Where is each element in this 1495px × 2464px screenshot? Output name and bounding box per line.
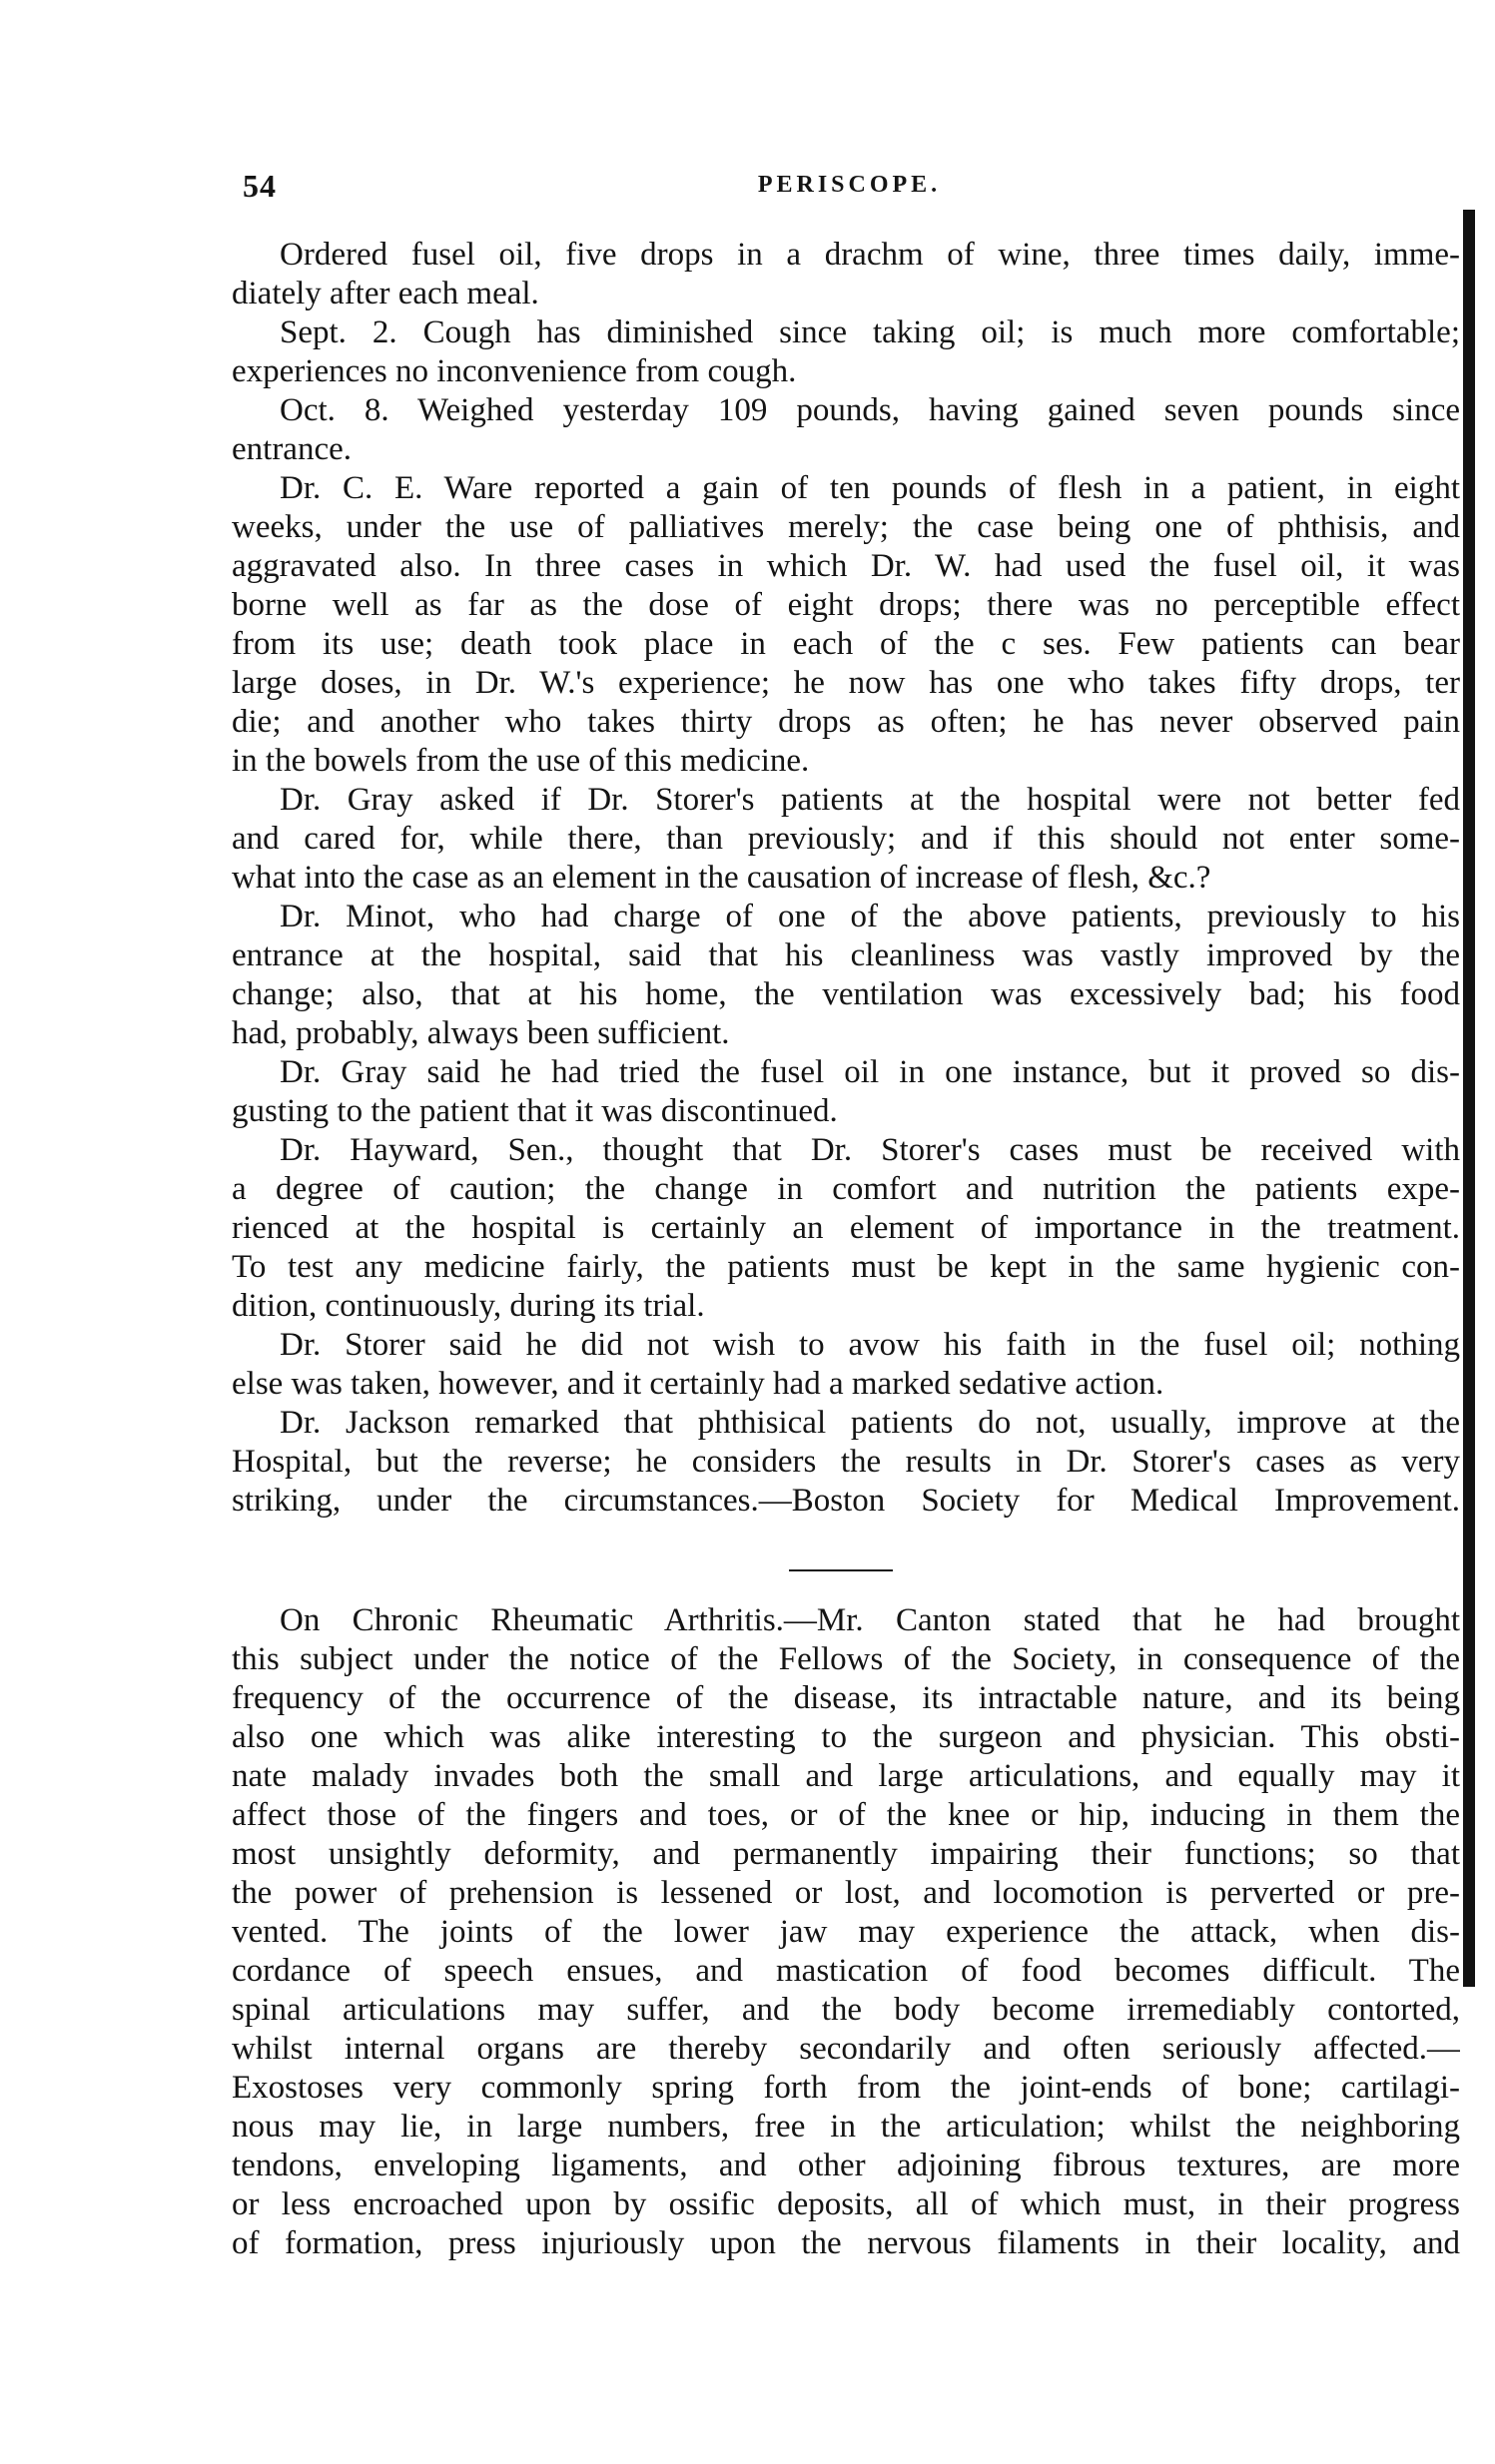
text-line: entrance.: [232, 431, 352, 467]
text-line: Dr. Gray asked if Dr. Storer's patients at the hospital were not better fed: [280, 782, 1460, 818]
section-divider: [789, 1569, 893, 1571]
text-line: large doses, in Dr. W.'s experience; he now has one who takes fifty drops, ter: [232, 665, 1460, 701]
text-line: Dr. C. E. Ware reported a gain of ten pounds of flesh in a patient, in eight: [280, 470, 1460, 506]
text-line: vented. The joints of the lower jaw may experience the attack, when dis-: [232, 1914, 1460, 1950]
text-line: Dr. Storer said he did not wish to avow his faith in the fusel oil; nothing: [280, 1327, 1460, 1363]
text-line: this subject under the notice of the Fellows of the Society, in consequence of the: [232, 1641, 1460, 1677]
text-line: On Chronic Rheumatic Arthritis.—Mr. Canton stated that he had brought: [280, 1602, 1460, 1638]
text-line: To test any medicine fairly, the patients must be kept in the same hygienic con-: [232, 1249, 1460, 1285]
running-head: PERISCOPE.: [757, 172, 942, 198]
text-line: Exostoses very commonly spring forth from the joint-ends of bone; cartilagi-: [232, 2070, 1460, 2106]
text-line: from its use; death took place in each of the c ses. Few patients can bear: [232, 626, 1460, 662]
text-line: nate malady invades both the small and large articulations, and equally may it: [232, 1758, 1460, 1794]
text-line: a degree of caution; the change in comfort and nutrition the patients expe-: [232, 1171, 1460, 1207]
text-line: whilst internal organs are thereby secondarily and often seriously affected.—: [232, 2031, 1460, 2067]
text-line: or less encroached upon by ossific deposits, all of which must, in their progress: [232, 2186, 1460, 2222]
text-line: rienced at the hospital is certainly an element of importance in the treatment.: [232, 1210, 1460, 1246]
text-line: Dr. Gray said he had tried the fusel oil in one instance, but it proved so dis-: [280, 1054, 1460, 1090]
text-line: Dr. Jackson remarked that phthisical patients do not, usually, improve at the: [280, 1405, 1460, 1441]
text-line: nous may lie, in large numbers, free in the articulation; whilst the neighboring: [232, 2109, 1460, 2145]
text-line: weeks, under the use of palliatives merely; the case being one of phthisis, and: [232, 509, 1460, 545]
text-line: aggravated also. In three cases in which Dr. W. had used the fusel oil, it was: [232, 548, 1460, 584]
text-line: Oct. 8. Weighed yesterday 109 pounds, having gained seven pounds since: [280, 392, 1460, 428]
text-line: change; also, that at his home, the ventilation was excessively bad; his food: [232, 976, 1460, 1012]
text-line: else was taken, however, and it certainly had a marked sedative action.: [232, 1366, 1164, 1402]
text-line: tendons, enveloping ligaments, and other adjoining fibrous textures, are more: [232, 2148, 1460, 2183]
text-line: Sept. 2. Cough has diminished since taking oil; is much more comfortable;: [280, 314, 1460, 350]
text-line: die; and another who takes thirty drops as often; he has never observed pain: [232, 704, 1460, 740]
text-line: gusting to the patient that it was discontinued.: [232, 1093, 838, 1129]
text-line: most unsightly deformity, and permanently impairing their functions; so that: [232, 1836, 1460, 1872]
text-line: also one which was alike interesting to the surgeon and physician. This obsti-: [232, 1719, 1460, 1755]
discussion-fusel-oil: [232, 236, 1460, 1521]
text-line: in the bowels from the use of this medicine.: [232, 743, 810, 779]
text-line: entrance at the hospital, said that his cleanliness was vastly improved by the: [232, 937, 1460, 973]
text-line: borne well as far as the dose of eight drops; there was no perceptible effect: [232, 587, 1460, 623]
article-chronic-rheumatic-arthritis: [232, 1601, 1460, 2263]
text-line: diately after each meal.: [232, 276, 539, 311]
text-line: what into the case as an element in the causation of increase of flesh, &c.?: [232, 860, 1211, 896]
text-line: striking, under the circumstances.—Boston Society for Medical Improvement.: [232, 1483, 1460, 1519]
binding-edge-shadow: [1463, 210, 1475, 1987]
text-line: and cared for, while there, than previously; and if this should not enter some-: [232, 821, 1460, 857]
text-line: experiences no inconvenience from cough.: [232, 353, 797, 389]
text-line: cordance of speech ensues, and mastication of food becomes difficult. The: [232, 1953, 1460, 1989]
text-line: Hospital, but the reverse; he considers the results in Dr. Storer's cases as very: [232, 1444, 1460, 1480]
text-line: the power of prehension is lessened or lost, and locomotion is perverted or pre-: [232, 1875, 1460, 1911]
page-number: 54: [243, 168, 277, 204]
text-line: Dr. Hayward, Sen., thought that Dr. Storer's cases must be received with: [280, 1132, 1460, 1168]
text-line: Ordered fusel oil, five drops in a drachm of wine, three times daily, imme-: [280, 237, 1460, 273]
page-header: [243, 168, 1456, 212]
text-line: of formation, press injuriously upon the nervous filaments in their locality, and: [232, 2225, 1460, 2261]
text-line: spinal articulations may suffer, and the body become irremediably contorted,: [232, 1992, 1460, 2028]
text-line: affect those of the fingers and toes, or of the knee or hip, inducing in them the: [232, 1797, 1460, 1833]
text-line: frequency of the occurrence of the disease, its intractable nature, and its being: [232, 1680, 1460, 1716]
text-line: dition, continuously, during its trial.: [232, 1288, 705, 1324]
text-line: had, probably, always been sufficient.: [232, 1015, 730, 1051]
text-line: Dr. Minot, who had charge of one of the above patients, previously to his: [280, 899, 1460, 934]
